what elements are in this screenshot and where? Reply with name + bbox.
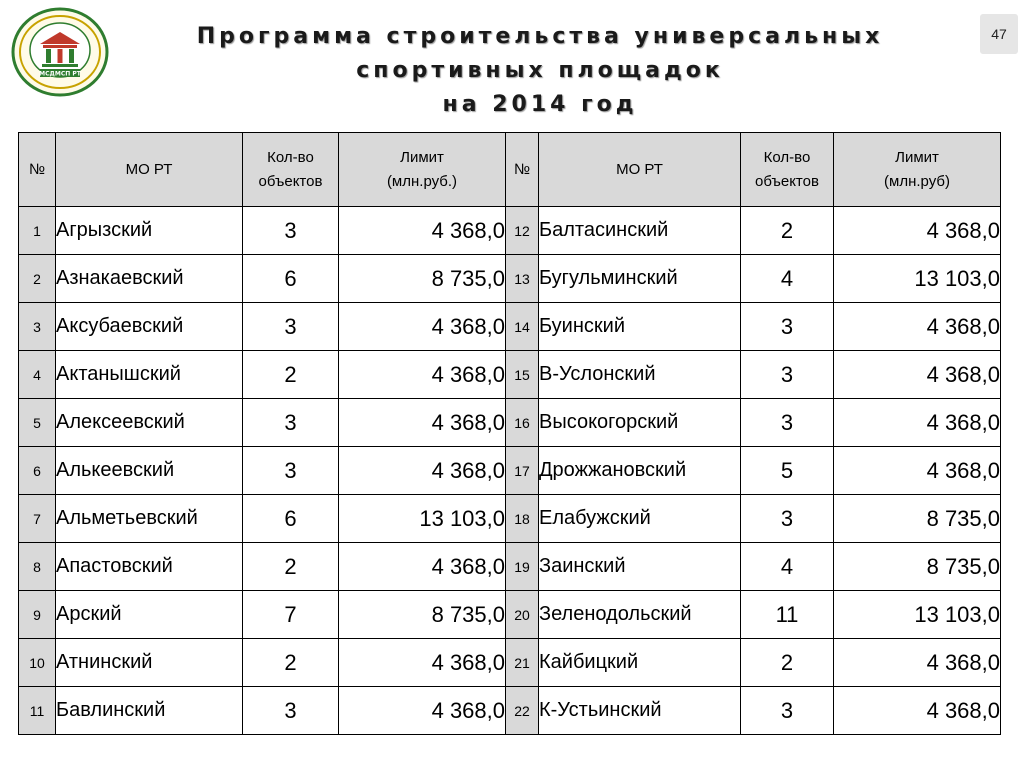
limit-value-right: 13 103,0 (834, 591, 1001, 639)
row-num-right: 20 (506, 591, 539, 639)
object-count-left: 3 (243, 399, 339, 447)
object-count-left: 2 (243, 351, 339, 399)
object-count-right: 2 (741, 639, 834, 687)
limit-value-left: 4 368,0 (339, 351, 506, 399)
object-count-left: 3 (243, 207, 339, 255)
logo-emblem-icon (10, 6, 110, 98)
row-num-right: 19 (506, 543, 539, 591)
limit-value-right: 4 368,0 (834, 399, 1001, 447)
object-count-left: 7 (243, 591, 339, 639)
row-num-left: 9 (19, 591, 56, 639)
table-row (19, 543, 1001, 591)
limit-value-right: 13 103,0 (834, 255, 1001, 303)
object-count-left: 3 (243, 687, 339, 735)
district-name-left: Агрызский (56, 207, 243, 255)
district-name-right: Елабужский (539, 495, 741, 543)
row-num-right: 12 (506, 207, 539, 255)
object-count-right: 3 (741, 303, 834, 351)
district-name-right: Дрожжановский (539, 447, 741, 495)
ministry-logo (10, 6, 110, 98)
district-name-left: Апастовский (56, 543, 243, 591)
district-name-left: Азнакаевский (56, 255, 243, 303)
limit-value-right: 4 368,0 (834, 303, 1001, 351)
district-name-right: Балтасинский (539, 207, 741, 255)
district-name-left: Актанышский (56, 351, 243, 399)
table-row (19, 495, 1001, 543)
table-row (19, 351, 1001, 399)
row-num-right: 18 (506, 495, 539, 543)
header-limit-left-line1: Лимит (400, 148, 444, 166)
object-count-left: 2 (243, 639, 339, 687)
object-count-right: 4 (741, 543, 834, 591)
row-num-left: 6 (19, 447, 56, 495)
header-mo-right: МО РТ (539, 133, 741, 207)
limit-value-right: 8 735,0 (834, 495, 1001, 543)
row-num-right: 15 (506, 351, 539, 399)
row-num-left: 4 (19, 351, 56, 399)
district-name-left: Альметьевский (56, 495, 243, 543)
limit-value-left: 13 103,0 (339, 495, 506, 543)
limit-value-right: 4 368,0 (834, 639, 1001, 687)
limit-value-left: 4 368,0 (339, 543, 506, 591)
header-mo-left: МО РТ (56, 133, 243, 207)
row-num-left: 7 (19, 495, 56, 543)
title-line-2: спортивных площадок (356, 58, 724, 83)
table-row (19, 447, 1001, 495)
object-count-right: 5 (741, 447, 834, 495)
limit-value-left: 8 735,0 (339, 255, 506, 303)
header-limit-right-line1: Лимит (895, 148, 939, 166)
object-count-right: 3 (741, 351, 834, 399)
header-count-right-line2: объектов (755, 172, 819, 190)
sports-grounds-table (18, 132, 1001, 735)
table-header-row (19, 133, 1001, 207)
row-num-right: 14 (506, 303, 539, 351)
district-name-right: Высокогорский (539, 399, 741, 447)
table-body (19, 207, 1001, 735)
page-title (120, 20, 960, 122)
object-count-right: 4 (741, 255, 834, 303)
district-name-right: Заинский (539, 543, 741, 591)
limit-value-right: 4 368,0 (834, 351, 1001, 399)
header-limit-right (834, 133, 1001, 207)
table-row (19, 255, 1001, 303)
table-row (19, 591, 1001, 639)
object-count-right: 3 (741, 399, 834, 447)
district-name-right: Бугульминский (539, 255, 741, 303)
row-num-left: 1 (19, 207, 56, 255)
row-num-right: 16 (506, 399, 539, 447)
object-count-right: 3 (741, 687, 834, 735)
limit-value-left: 8 735,0 (339, 591, 506, 639)
table-row (19, 399, 1001, 447)
limit-value-left: 4 368,0 (339, 687, 506, 735)
row-num-left: 5 (19, 399, 56, 447)
object-count-left: 2 (243, 543, 339, 591)
header-count-right (741, 133, 834, 207)
table-row (19, 639, 1001, 687)
row-num-right: 21 (506, 639, 539, 687)
header-num-left: № (19, 133, 56, 207)
object-count-left: 6 (243, 255, 339, 303)
header-count-left (243, 133, 339, 207)
row-num-right: 13 (506, 255, 539, 303)
object-count-right: 2 (741, 207, 834, 255)
district-name-left: Арский (56, 591, 243, 639)
row-num-left: 11 (19, 687, 56, 735)
header-num-right: № (506, 133, 539, 207)
district-name-right: Зеленодольский (539, 591, 741, 639)
limit-value-right: 4 368,0 (834, 447, 1001, 495)
row-num-right: 17 (506, 447, 539, 495)
header-count-left-line2: объектов (258, 172, 323, 190)
district-name-left: Бавлинский (56, 687, 243, 735)
object-count-left: 6 (243, 495, 339, 543)
limit-value-left: 4 368,0 (339, 639, 506, 687)
limit-value-left: 4 368,0 (339, 399, 506, 447)
header-limit-right-line2: (млн.руб) (884, 172, 950, 190)
object-count-right: 11 (741, 591, 834, 639)
header-limit-left-line2: (млн.руб.) (386, 172, 458, 190)
limit-value-right: 4 368,0 (834, 687, 1001, 735)
row-num-left: 3 (19, 303, 56, 351)
header-count-left-line1: Кол-во (267, 148, 314, 166)
district-name-left: Алексеевский (56, 399, 243, 447)
row-num-left: 2 (19, 255, 56, 303)
object-count-left: 3 (243, 447, 339, 495)
table-row (19, 207, 1001, 255)
title-line-3: на 2014 год (442, 92, 638, 117)
header-count-right-line1: Кол-во (763, 148, 811, 166)
object-count-right: 3 (741, 495, 834, 543)
district-name-left: Алькеевский (56, 447, 243, 495)
row-num-left: 10 (19, 639, 56, 687)
limit-value-left: 4 368,0 (339, 207, 506, 255)
district-name-right: Буинский (539, 303, 741, 351)
limit-value-left: 4 368,0 (339, 447, 506, 495)
page-number: 47 (980, 14, 1018, 54)
logo-text: МСДМСП РТ (39, 70, 81, 78)
row-num-right: 22 (506, 687, 539, 735)
object-count-left: 3 (243, 303, 339, 351)
district-name-left: Аксубаевский (56, 303, 243, 351)
header-limit-left (339, 133, 506, 207)
district-name-right: Кайбицкий (539, 639, 741, 687)
district-name-left: Атнинский (56, 639, 243, 687)
district-name-right: В-Услонский (539, 351, 741, 399)
row-num-left: 8 (19, 543, 56, 591)
limit-value-left: 4 368,0 (339, 303, 506, 351)
table-row (19, 303, 1001, 351)
limit-value-right: 4 368,0 (834, 207, 1001, 255)
table-row (19, 687, 1001, 735)
title-line-1: Программа строительства универсальных (196, 24, 884, 49)
limit-value-right: 8 735,0 (834, 543, 1001, 591)
district-name-right: К-Устьинский (539, 687, 741, 735)
